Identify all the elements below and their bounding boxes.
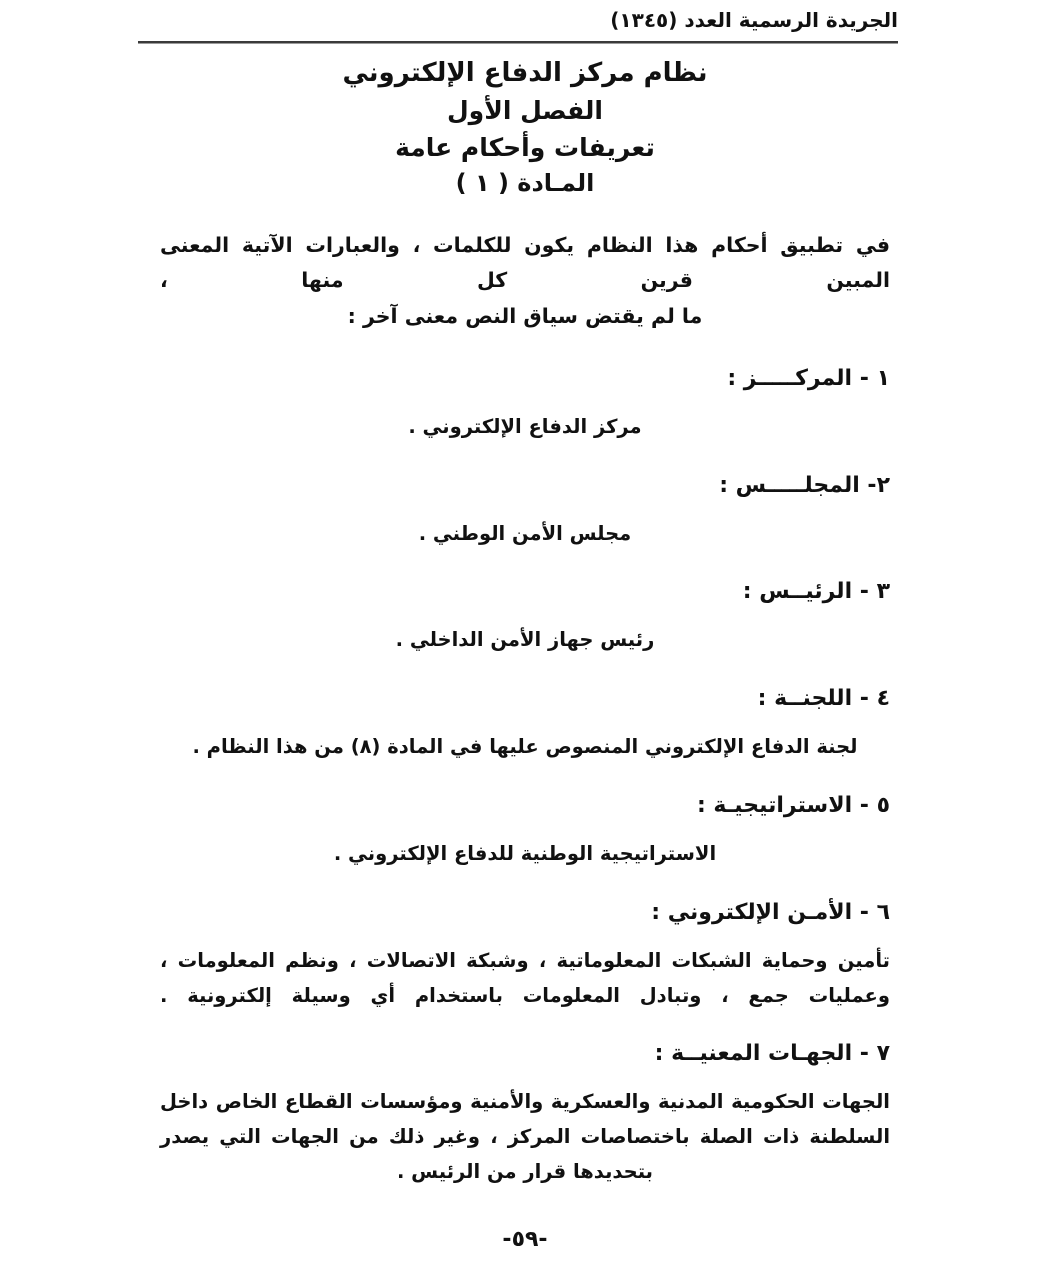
definition-item: [160, 352, 890, 455]
definition-item: [160, 459, 890, 562]
definition-text-line: رئيس جهاز الأمن الداخلي .: [395, 628, 655, 652]
definition-text: [160, 837, 890, 882]
definition-text: [160, 730, 890, 775]
chapter-title: الفصل الأول: [446, 96, 604, 126]
definition-item: [160, 779, 890, 882]
definition-term: ٦ - الأمـن الإلكتروني :: [651, 899, 890, 925]
definition-term: ٤ - اللجنــة :: [757, 686, 890, 712]
title-block: [0, 56, 1050, 200]
definition-item: [160, 1027, 890, 1199]
intro-paragraph: [160, 228, 890, 334]
definition-text-line: مجلس الأمن الوطني .: [418, 521, 632, 545]
definition-text-line: السلطنة ذات الصلة باختصاصات المركز ، وغير ذلك من الجهات التي يصدر: [160, 1125, 890, 1149]
definition-text: [160, 623, 890, 668]
definition-item: [160, 565, 890, 668]
definition-term: ١ - المركـــــز :: [727, 365, 890, 391]
definition-term: ٣ - الرئيــس :: [742, 579, 890, 605]
definition-text-line: تأمين وحماية الشبكات المعلوماتية ، وشبكة الاتصالات ، ونظم المعلومات ،: [160, 948, 890, 972]
header-rule: [138, 41, 898, 44]
definition-text: [160, 517, 890, 562]
definition-text-line: وعمليات جمع ، وتبادل المعلومات باستخدام أي وسيلة إلكترونية .: [160, 983, 890, 1007]
definition-term: ٢- المجلـــــس :: [719, 472, 890, 498]
body-area: [160, 228, 890, 1203]
article-title: المـادة ( ١ ): [455, 169, 595, 198]
definition-list: [160, 352, 890, 1200]
definition-text-line: الاستراتيجية الوطنية للدفاع الإلكتروني .: [333, 842, 717, 866]
intro-line: في تطبيق أحكام هذا النظام يكون للكلمات ، والعبارات الآتية المعنى المبين قرين كل منها ،: [160, 233, 890, 293]
intro-line: ما لم يقتض سياق النص معنى آخر :: [347, 303, 703, 328]
chapter-subtitle: تعريفات وأحكام عامة: [395, 133, 655, 163]
definition-text-line: لجنة الدفاع الإلكتروني المنصوص عليها في المادة (٨) من هذا النظام .: [192, 735, 858, 759]
definition-term: ٥ - الاستراتيجيـة :: [696, 792, 890, 818]
definition-text: [160, 944, 890, 1023]
page-number: -٥٩-: [502, 1227, 548, 1252]
definition-text-line: الجهات الحكومية المدنية والعسكرية والأمنية ومؤسسات القطاع الخاص داخل: [160, 1090, 890, 1114]
definition-text-line: مركز الدفاع الإلكتروني .: [408, 414, 642, 438]
definition-text-line: بتحديدها قرار من الرئيس .: [396, 1159, 653, 1183]
definition-item: [160, 886, 890, 1024]
document-title: نظام مركز الدفاع الإلكتروني: [342, 58, 708, 88]
running-head: الجريدة الرسمية العدد (١٣٤٥): [610, 8, 898, 32]
definition-item: [160, 672, 890, 775]
definition-term: ٧ - الجهـات المعنيــة :: [654, 1041, 890, 1067]
definition-text: [160, 1085, 890, 1199]
definition-text: [160, 410, 890, 455]
